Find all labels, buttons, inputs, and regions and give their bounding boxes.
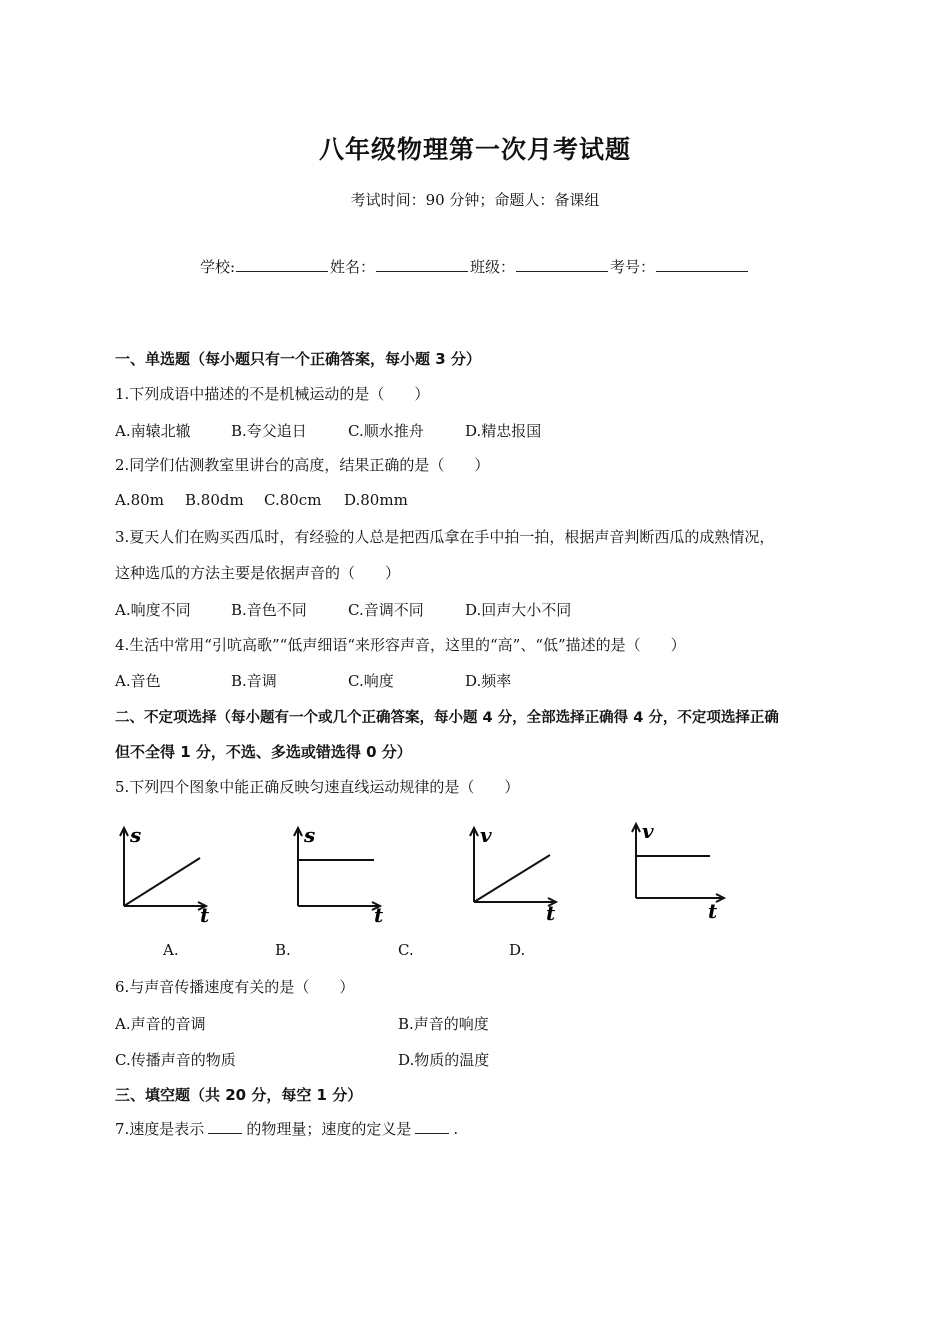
q3-stem-line1: 3.夏天人们在购买西瓜时，有经验的人总是把西瓜拿在手中拍一拍，根据声音判断西瓜的成熟情况， — [115, 528, 775, 546]
q1-option-c: C.顺水推舟 — [348, 422, 424, 440]
q6-option-a: A.声音的音调 — [115, 1015, 206, 1033]
exam-subtitle: 考试时间：90 分钟；命题人：备课组 — [350, 191, 600, 209]
q2-stem: 2.同学们估测教室里讲台的高度，结果正确的是（ ） — [115, 456, 490, 474]
graph-c-x-label: t — [546, 901, 556, 925]
number-label: 考号： — [610, 258, 656, 276]
graph-d — [622, 818, 732, 926]
q1-stem: 1.下列成语中描述的不是机械运动的是（ ） — [115, 385, 430, 403]
q4-options — [115, 670, 511, 691]
graph-a-y-label: s — [130, 823, 142, 847]
number-blank[interactable] — [656, 257, 748, 272]
graph-c-plot-line — [474, 855, 550, 902]
section3-heading: 三、填空题（共 20 分，每空 1 分） — [115, 1086, 363, 1104]
q1-options — [115, 420, 541, 441]
q6-options-row2 — [115, 1049, 489, 1070]
student-info-line — [0, 256, 950, 277]
page-title: 八年级物理第一次月考试题 — [318, 135, 631, 164]
graph-c-y-label: v — [480, 823, 492, 847]
q7-blank-2[interactable] — [415, 1120, 449, 1134]
q5-graphs — [112, 818, 752, 928]
q2-option-a: A.80m — [115, 491, 164, 509]
graph-a-plot-line — [124, 858, 200, 906]
q3-option-d: D.回声大小不同 — [465, 601, 572, 619]
q5-stem: 5.下列四个图象中能正确反映匀速直线运动规律的是（ ） — [115, 778, 520, 796]
q1-option-a: A.南辕北辙 — [115, 422, 191, 440]
graph-a — [112, 818, 212, 926]
q7-part3: . — [453, 1120, 459, 1138]
q7-part1: 7.速度是表示 — [115, 1120, 205, 1138]
class-label: 班级： — [470, 258, 516, 276]
graph-a-x-label: t — [200, 903, 210, 926]
school-label: 学校: — [199, 258, 235, 276]
q4-stem: 4.生活中常用“引吭高歌”“低声细语“来形容声音，这里的“高”、“低”描述的是（ ） — [115, 636, 686, 654]
section1-heading: 一、单选题（每小题只有一个正确答案，每小题 3 分） — [115, 350, 481, 368]
q2-options — [115, 491, 408, 509]
q1-option-b: B.夸父追日 — [231, 422, 307, 440]
q7-blank-1[interactable] — [208, 1120, 242, 1134]
q3-option-a: A.响度不同 — [115, 601, 191, 619]
graph-b-label: B. — [275, 941, 291, 959]
q6-option-d: D.物质的温度 — [398, 1051, 490, 1069]
q3-option-c: C.音调不同 — [348, 601, 424, 619]
q4-option-a: A.音色 — [115, 672, 161, 690]
name-blank[interactable] — [376, 257, 468, 272]
graph-a-label: A. — [163, 941, 179, 959]
q4-option-c: C.响度 — [348, 672, 394, 690]
class-blank[interactable] — [516, 257, 608, 272]
school-blank[interactable] — [236, 257, 328, 272]
q2-option-d: D.80mm — [344, 491, 408, 509]
graph-b-x-label: t — [374, 903, 384, 926]
q2-option-c: C.80cm — [264, 491, 322, 509]
graph-d-label: D. — [509, 941, 526, 959]
q6-stem: 6.与声音传播速度有关的是（ ） — [115, 978, 355, 996]
section2-heading-line2: 但不全得 1 分，不选、多选或错选得 0 分） — [115, 743, 412, 761]
q3-option-b: B.音色不同 — [231, 601, 307, 619]
section2-heading-line1: 二、不定项选择（每小题有一个或几个正确答案，每小题 4 分，全部选择正确得 4 分，不定项选择正确 — [115, 710, 779, 726]
q4-option-d: D.频率 — [465, 672, 512, 690]
q7-line — [115, 1118, 458, 1139]
graph-d-y-label: v — [642, 819, 654, 843]
graph-c — [462, 818, 562, 926]
q1-option-d: D.精忠报国 — [465, 422, 542, 440]
q4-option-b: B.音调 — [231, 672, 277, 690]
q6-option-b: B.声音的响度 — [398, 1015, 489, 1033]
graph-b — [286, 818, 386, 926]
graph-c-label: C. — [398, 941, 414, 959]
q3-stem-line2: 这种选瓜的方法主要是依据声音的（ ） — [115, 564, 401, 582]
q7-part2: 的物理量；速度的定义是 — [246, 1120, 412, 1138]
graph-d-x-label: t — [708, 899, 718, 923]
q6-option-c: C.传播声音的物质 — [115, 1051, 236, 1069]
q2-option-b: B.80dm — [185, 491, 244, 509]
graph-b-y-label: s — [304, 823, 316, 847]
name-label: 姓名： — [330, 258, 376, 276]
q6-options-row1 — [115, 1013, 489, 1034]
q3-options — [115, 599, 571, 620]
